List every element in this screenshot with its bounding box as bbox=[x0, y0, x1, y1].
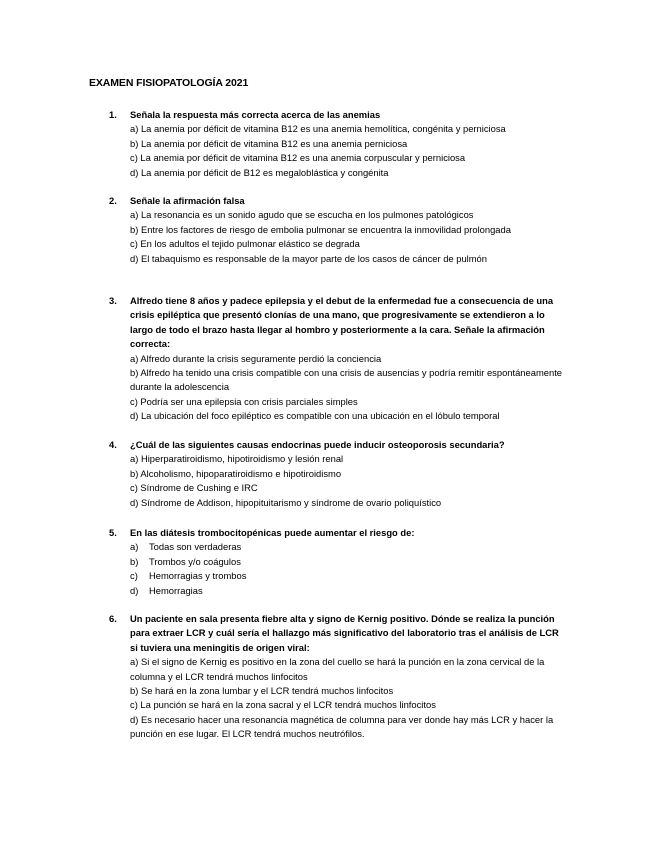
option-b: b) Alfredo ha tenido una crisis compatible con una crisis de ausencias y podría remitir espontáneamente durante la adolescencia bbox=[130, 367, 563, 393]
option-b bbox=[130, 555, 566, 569]
option-d: d) La anemia por déficit de B12 es megaloblástica y congénita bbox=[130, 166, 389, 178]
question-number: 5. bbox=[109, 527, 117, 538]
question-text: Señale la afirmación falsa bbox=[130, 195, 245, 206]
option-c: c) En los adultos el tejido pulmonar elástico se degrada bbox=[130, 238, 360, 250]
question-1 bbox=[111, 108, 566, 180]
question-number: 3. bbox=[109, 295, 117, 306]
option-d: d) La ubicación del foco epiléptico es compatible con una ubicación en el lóbulo temporal bbox=[130, 410, 500, 422]
option-c bbox=[130, 569, 566, 583]
option-c: c) Síndrome de Cushing e IRC bbox=[130, 482, 258, 494]
option-a: a) Alfredo durante la crisis seguramente perdió la conciencia bbox=[130, 352, 382, 364]
option-a: a) Si el signo de Kernig es positivo en la zona del cuello se hará la punción en la zona cervical de la columna y el LCR tendrá muchos linfocitos bbox=[130, 656, 545, 682]
question-text: Alfredo tiene 8 años y padece epilepsia y el debut de la enfermedad fue a consecuencia de una crisis epiléptica que presentó clonías de una mano, que progresivamente se extendieron a lo largo de todo el brazo hasta llegar al hombro y posteriormente a la cara. Señale la afirmación correcta: bbox=[130, 295, 554, 350]
option-b: b) Entre los factores de riesgo de embolia pulmonar se encuentra la inmovilidad prolongada bbox=[130, 223, 511, 235]
option-a: a) Hiperparatiroidismo, hipotiroidismo y lesión renal bbox=[130, 453, 344, 465]
question-3 bbox=[111, 294, 566, 424]
option-a: a) La resonancia es un sonido agudo que se escucha en los pulmones patológicos bbox=[130, 209, 474, 221]
option-text: Hemorragias y trombos bbox=[149, 570, 247, 582]
question-number: 1. bbox=[109, 109, 117, 120]
question-4 bbox=[111, 438, 566, 510]
option-letter: a) bbox=[130, 541, 139, 553]
question-5 bbox=[111, 526, 566, 598]
option-text: Trombos y/o coágulos bbox=[149, 555, 241, 567]
question-2 bbox=[111, 194, 566, 266]
question-6 bbox=[111, 612, 566, 742]
option-letter: b) bbox=[130, 555, 139, 567]
question-number: 2. bbox=[109, 195, 117, 206]
option-text: Hemorragias bbox=[149, 584, 203, 596]
question-text: ¿Cuál de las siguientes causas endocrinas puede inducir osteoporosis secundaria? bbox=[130, 439, 505, 450]
option-b: b) Alcoholismo, hipoparatiroidismo e hipotiroidismo bbox=[130, 467, 342, 479]
option-a bbox=[130, 540, 566, 554]
option-d: d) El tabaquismo es responsable de la mayor parte de los casos de cáncer de pulmón bbox=[130, 252, 487, 264]
option-c: c) La punción se hará en la zona sacral y el LCR tendrá muchos linfocitos bbox=[130, 699, 436, 711]
option-b: b) Se hará en la zona lumbar y el LCR tendrá muchos linfocitos bbox=[130, 685, 394, 697]
option-letter: c) bbox=[130, 570, 138, 582]
option-d: d) Es necesario hacer una resonancia magnética de columna para ver donde hay más LCR y hacer la punción en ese lugar. El LCR tendrá muchos neutrófilos. bbox=[130, 713, 554, 740]
option-text: Todas son verdaderas bbox=[149, 541, 242, 553]
exam-title: EXAMEN FISIOPATOLOGÍA 2021 bbox=[89, 77, 249, 89]
option-c: c) Podría ser una epilepsia con crisis parciales simples bbox=[130, 395, 358, 407]
option-c: c) La anemia por déficit de vitamina B12 es una anemia corpuscular y perniciosa bbox=[130, 152, 466, 164]
question-text: Un paciente en sala presenta fiebre alta y signo de Kernig positivo. Dónde se realiza la punción para extraer LCR y cuál sería el hallazgo más significativo del laboratorio tras el análisis de LCR si tuviera una meningitis de origen viral: bbox=[130, 613, 559, 653]
question-text: Señala la respuesta más correcta acerca de las anemias bbox=[130, 109, 381, 120]
question-number: 6. bbox=[109, 613, 117, 624]
option-b: b) La anemia por déficit de vitamina B12 es una anemia perniciosa bbox=[130, 137, 408, 149]
option-d: d) Síndrome de Addison, hipopituitarismo y síndrome de ovario poliquístico bbox=[130, 496, 442, 508]
option-d bbox=[130, 584, 566, 598]
question-number: 4. bbox=[109, 439, 117, 450]
option-letter: d) bbox=[130, 584, 139, 596]
question-text: En las diátesis trombocitopénicas puede aumentar el riesgo de: bbox=[130, 527, 415, 538]
option-a: a) La anemia por déficit de vitamina B12 es una anemia hemolítica, congénita y perniciosa bbox=[130, 123, 506, 135]
